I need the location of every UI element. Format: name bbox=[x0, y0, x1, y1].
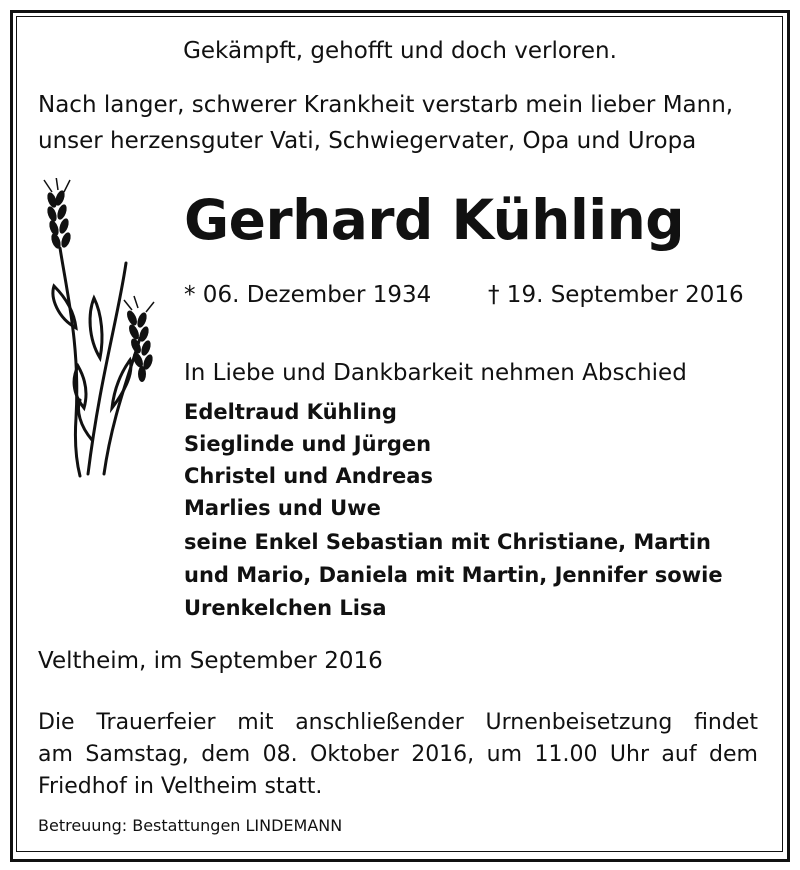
mourner-line: Urenkelchen Lisa bbox=[184, 596, 387, 620]
farewell-text: In Liebe und Dankbarkeit nehmen Abschied bbox=[184, 360, 687, 386]
place-date: Veltheim, im September 2016 bbox=[38, 648, 383, 674]
mourner-line: seine Enkel Sebastian mit Christiane, Martin bbox=[184, 530, 711, 554]
mourner-line: Marlies und Uwe bbox=[184, 496, 381, 520]
undertaker-credit: Betreuung: Bestattungen LINDEMANN bbox=[38, 816, 343, 835]
deceased-name: Gerhard Kühling bbox=[184, 188, 685, 252]
birth-date: * 06. Dezember 1934 bbox=[184, 282, 432, 308]
motto: Gekämpft, gehofft und doch verloren. bbox=[183, 38, 617, 64]
mourner-line: Edeltraud Kühling bbox=[184, 400, 397, 424]
mourner-line: Christel und Andreas bbox=[184, 464, 433, 488]
mourner-line: und Mario, Daniela mit Martin, Jennifer sowie bbox=[184, 563, 723, 587]
service-line-1: Die Trauerfeier mit anschließender Urnenbeisetzung findet bbox=[38, 710, 758, 735]
intro-line-2: unser herzensguter Vati, Schwiegervater, Opa und Uropa bbox=[38, 128, 697, 154]
death-date: † 19. September 2016 bbox=[488, 282, 744, 308]
intro-line-1: Nach langer, schwerer Krankheit verstarb mein lieber Mann, bbox=[38, 92, 734, 118]
wheat-illustration bbox=[28, 178, 168, 478]
service-line-3: Friedhof in Veltheim statt. bbox=[38, 774, 323, 799]
mourner-line: Sieglinde und Jürgen bbox=[184, 432, 432, 456]
service-line-2: am Samstag, dem 08. Oktober 2016, um 11.00 Uhr auf dem bbox=[38, 742, 758, 767]
